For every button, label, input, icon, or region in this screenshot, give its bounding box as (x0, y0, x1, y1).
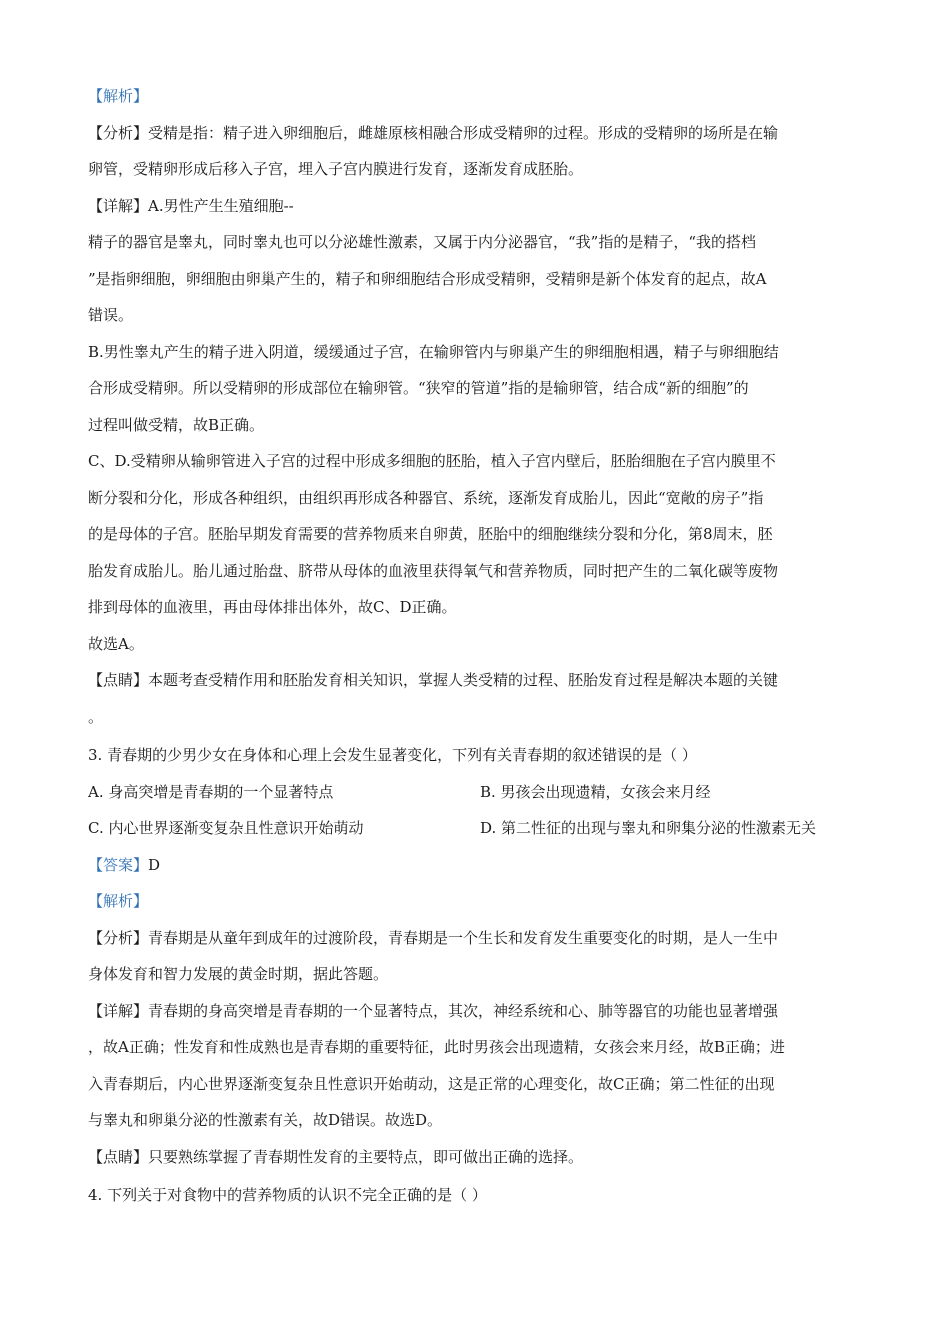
q2-conclusion: 故选A。 (88, 634, 144, 653)
q4-stem: 4. 下列关于对食物中的营养物质的认识不完全正确的是（ ） (88, 1186, 487, 1204)
analysis-text: 受精是指：精子进入卵细胞后，雌雄原核相融合形成受精卵的过程。形成的受精卵的场所是在输 (148, 123, 779, 142)
q3-option-c: C. 内心世界逐渐变复杂且性意识开始萌动 (88, 819, 364, 837)
q2-detail-line: 胎发育成胎儿。胎儿通过胎盘、脐带从母体的血液里获得氧气和营养物质，同时把产生的二氧化碳等废物 (88, 561, 779, 580)
review-text: 本题考查受精作用和胚胎发育相关知识，掌握人类受精的过程、胚胎发育过程是解决本题的关键 (148, 671, 779, 689)
q3-jiexi-heading (88, 883, 858, 920)
q2-detail-line: 精子的器官是睾丸，同时睾丸也可以分泌雄性激素，又属于内分泌器官，“我”指的是精子，“我的搭档 (88, 233, 757, 251)
q2-detail-line: 过程叫做受精，故B正确。 (88, 415, 265, 434)
q2-analysis-line (88, 115, 858, 152)
jiexi-tag: 【解析】 (88, 87, 149, 105)
q2-detail-line (88, 188, 858, 225)
q3-detail-line: 与睾丸和卵巢分泌的性激素有关，故D错误。故选D。 (88, 1111, 443, 1129)
review-text: 只要熟练掌握了青春期性发育的主要特点，即可做出正确的选择。 (148, 1147, 584, 1166)
q2-detail-line: 合形成受精卵。所以受精卵的形成部位在输卵管。“狭窄的管道”指的是输卵管，结合成“新的细胞”的 (88, 379, 749, 397)
q3-option-b: B. 男孩会出现遗精，女孩会来月经 (480, 782, 711, 801)
q2-review-line (88, 662, 858, 699)
analysis-tag: 【分析】 (88, 123, 149, 142)
q2-detail-line: B.男性睾丸产生的精子进入阴道，缓缓通过子宫，在输卵管内与卵巢产生的卵细胞相遇，精子与卵细胞结 (88, 342, 779, 361)
q3-analysis-line (88, 920, 858, 957)
q2-detail-line: ”是指卵细胞，卵细胞由卵巢产生的，精子和卵细胞结合形成受精卵，受精卵是新个体发育的起点，故A (88, 269, 767, 288)
detail-tag: 【详解】 (88, 196, 149, 215)
q3-stem: 3. 青春期的少男少女在身体和心理上会发生显著变化，下列有关青春期的叙述错误的是（ ） (88, 746, 697, 764)
q3-answer-line (88, 847, 858, 884)
q3-detail-line (88, 993, 858, 1030)
q2-jiexi-heading (88, 78, 858, 115)
q3-analysis-line-2: 身体发育和智力发展的黄金时期，据此答题。 (88, 965, 389, 983)
analysis-text: 青春期是从童年到成年的过渡阶段，青春期是一个生长和发育发生重要变化的时期，是人一生中 (148, 928, 779, 947)
review-tag: 【点睛】 (88, 1147, 149, 1166)
q3-options-row-1 (88, 774, 858, 811)
detail-text: 青春期的身高突增是青春期的一个显著特点，其次，神经系统和心、肺等器官的功能也显著增强 (148, 1001, 779, 1020)
answer-tag: 【答案】 (88, 855, 149, 874)
q2-analysis-line-2: 卵管，受精卵形成后移入子宫，埋入子宫内膜进行发育，逐渐发育成胚胎。 (88, 160, 584, 178)
q2-detail-line: 断分裂和分化，形成各种组织，由组织再形成各种器官、系统，逐渐发育成胎儿，因此“宽敞的房子”指 (88, 488, 764, 507)
q3-options-row-2 (88, 810, 858, 847)
q3-option-d: D. 第二性征的出现与睾丸和卵集分泌的性激素无关 (480, 819, 817, 837)
q2-review-line-2: 。 (88, 707, 104, 726)
q3-detail-line: ，故A正确；性发育和性成熟也是青春期的重要特征，此时男孩会出现遗精，女孩会来月经，故B正确；进 (88, 1038, 785, 1056)
analysis-tag: 【分析】 (88, 928, 149, 947)
jiexi-tag: 【解析】 (88, 892, 149, 910)
q3-review-line (88, 1139, 858, 1176)
detail-text: A.男性产生生殖细胞-- (148, 196, 294, 215)
q2-detail-line: C、D.受精卵从输卵管进入子宫的过程中形成多细胞的胚胎，植入子宫内壁后，胚胎细胞在子宫内膜里不 (88, 452, 776, 470)
review-tag: 【点睛】 (88, 671, 149, 689)
q2-detail-line: 排到母体的血液里，再由母体排出体外，故C、D正确。 (88, 598, 457, 616)
detail-tag: 【详解】 (88, 1001, 149, 1020)
q3-option-a: A. 身高突增是青春期的一个显著特点 (88, 782, 334, 801)
q2-detail-line: 的是母体的子宫。胚胎早期发育需要的营养物质来自卵黄，胚胎中的细胞继续分裂和分化，第8周末，胚 (88, 525, 773, 543)
q2-detail-line: 错误。 (88, 306, 134, 324)
answer-value: D (148, 855, 161, 874)
q3-detail-line: 入青春期后，内心世界逐渐变复杂且性意识开始萌动，这是正常的心理变化，故C正确；第二性征的出现 (88, 1074, 775, 1093)
